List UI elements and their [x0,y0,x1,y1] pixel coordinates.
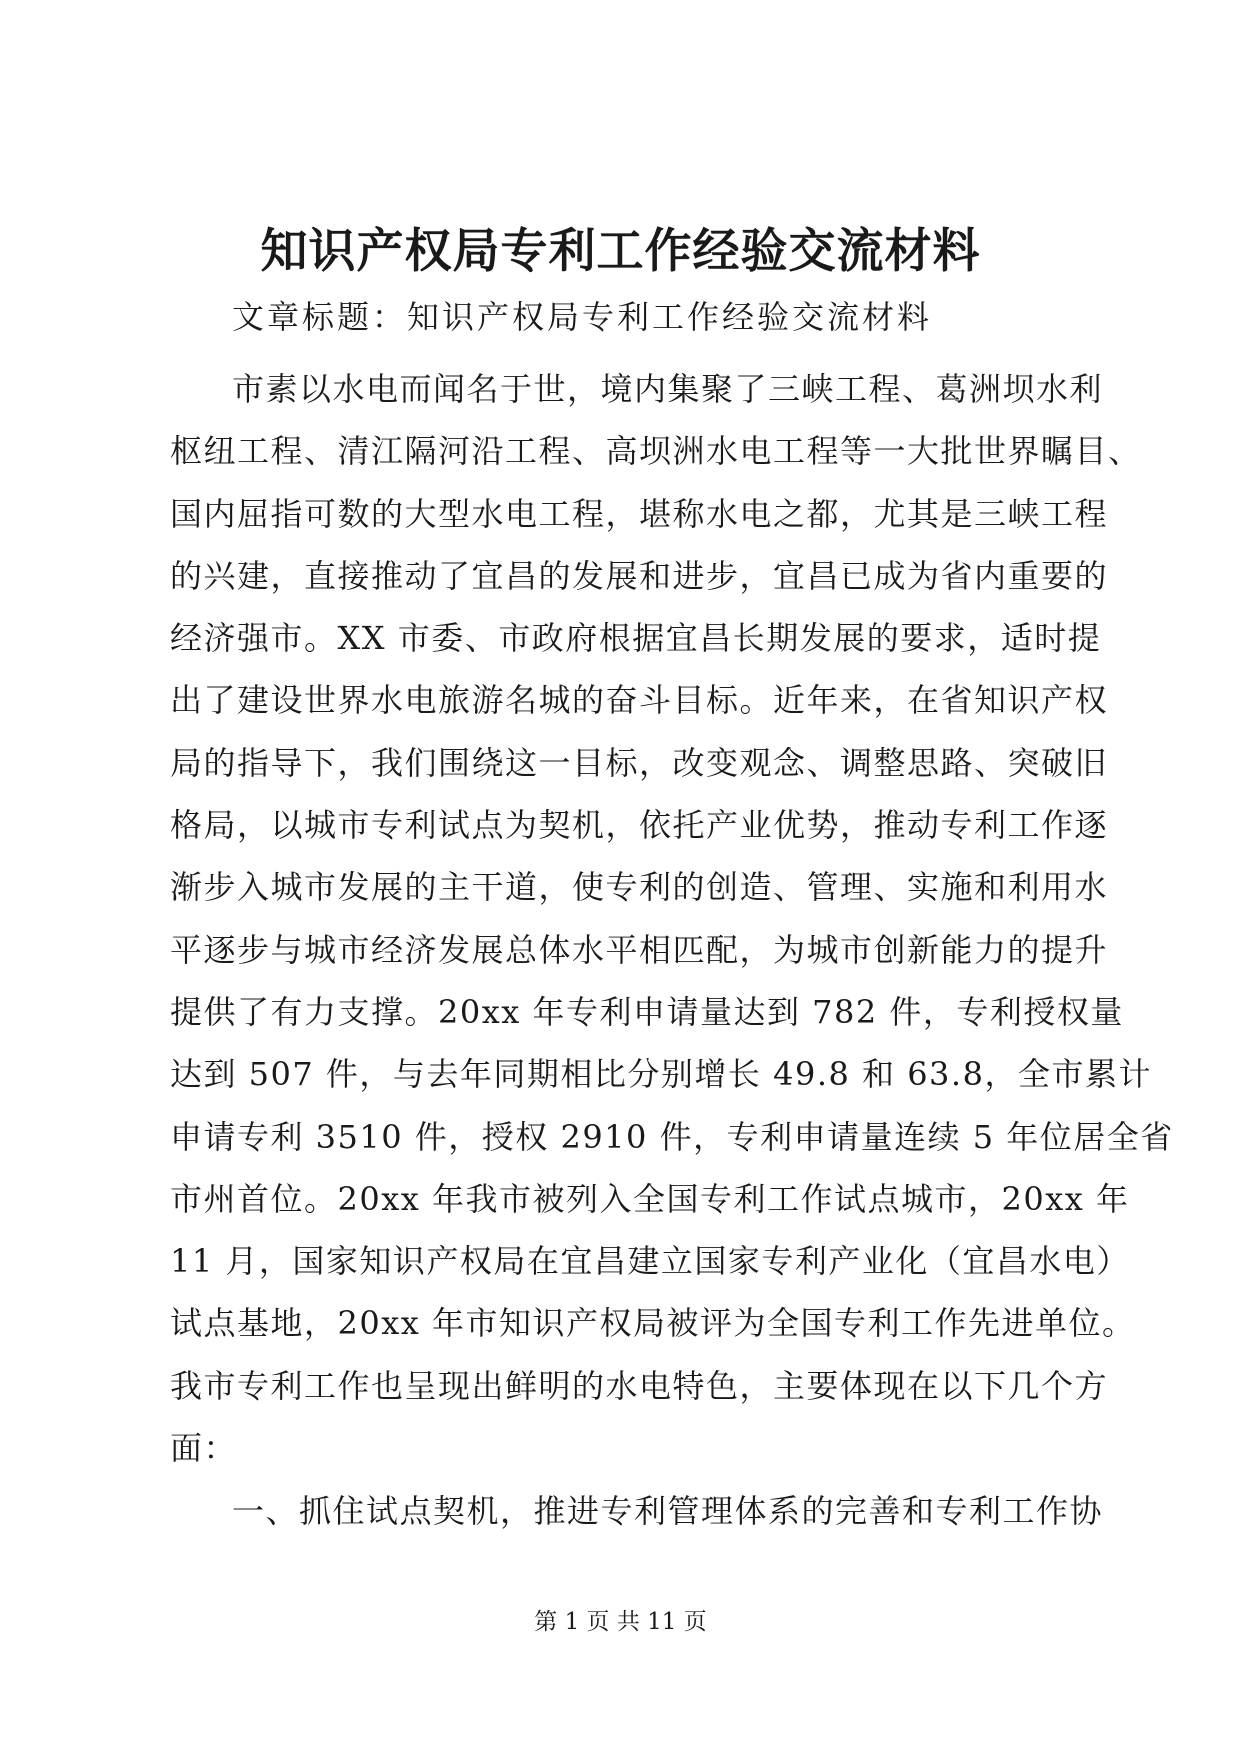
paragraph-line: 市素以水电而闻名于世，境内集聚了三峡工程、葛洲坝水利 [232,370,1104,408]
paragraph-line: 达到 507 件，与去年同期相比分别增长 49.8 和 63.8，全市累计 [170,1055,1152,1094]
paragraph-line: 我市专利工作也呈现出鲜明的水电特色，主要体现在以下几个方 [170,1366,1109,1405]
paragraph-line: 格局，以城市专利试点为契机，依托产业优势，推动专利工作逐 [170,806,1109,845]
paragraph-line: 面： [170,1429,238,1468]
paragraph-line: 枢纽工程、清江隔河沿工程、高坝洲水电工程等一大批世界瞩目、 [170,432,1142,471]
section-heading: 一、抓住试点契机，推进专利管理体系的完善和专利工作协 [232,1492,1104,1530]
paragraph-line: 的兴建，直接推动了宜昌的发展和进步，宜昌已成为省内重要的 [170,556,1109,595]
document-subtitle: 文章标题：知识产权局专利工作经验交流材料 [232,298,933,336]
document-title: 知识产权局专利工作经验交流材料 [260,224,981,279]
paragraph-line: 出了建设世界水电旅游名城的奋斗目标。近年来，在省知识产权 [170,681,1109,720]
paragraph-line: 平逐步与城市经济发展总体水平相匹配，为城市创新能力的提升 [170,930,1109,969]
paragraph-line: 提供了有力支撑。20xx 年专利申请量达到 782 件，专利授权量 [170,992,1124,1031]
paragraph-line: 申请专利 3510 件，授权 2910 件，专利申请量连续 5 年位居全省 [170,1117,1174,1156]
paragraph-line: 局的指导下，我们围绕这一目标，改变观念、调整思路、突破旧 [170,743,1109,782]
paragraph-line: 国内屈指可数的大型水电工程，堪称水电之都，尤其是三峡工程 [170,494,1109,533]
paragraph-line: 经济强市。XX 市委、市政府根据宜昌长期发展的要求，适时提 [170,619,1102,658]
page-footer: 第 1 页 共 11 页 [534,1609,707,1635]
body-paragraph [170,358,1174,1479]
paragraph-line: 市州首位。20xx 年我市被列入全国专利工作试点城市，20xx 年 [170,1179,1130,1218]
paragraph-line: 渐步入城市发展的主干道，使专利的创造、管理、实施和利用水 [170,868,1109,907]
paragraph-line: 试点基地，20xx 年市知识产权局被评为全国专利工作先进单位。 [170,1304,1136,1343]
paragraph-line: 11 月，国家知识产权局在宜昌建立国家专利产业化（宜昌水电） [170,1242,1130,1281]
